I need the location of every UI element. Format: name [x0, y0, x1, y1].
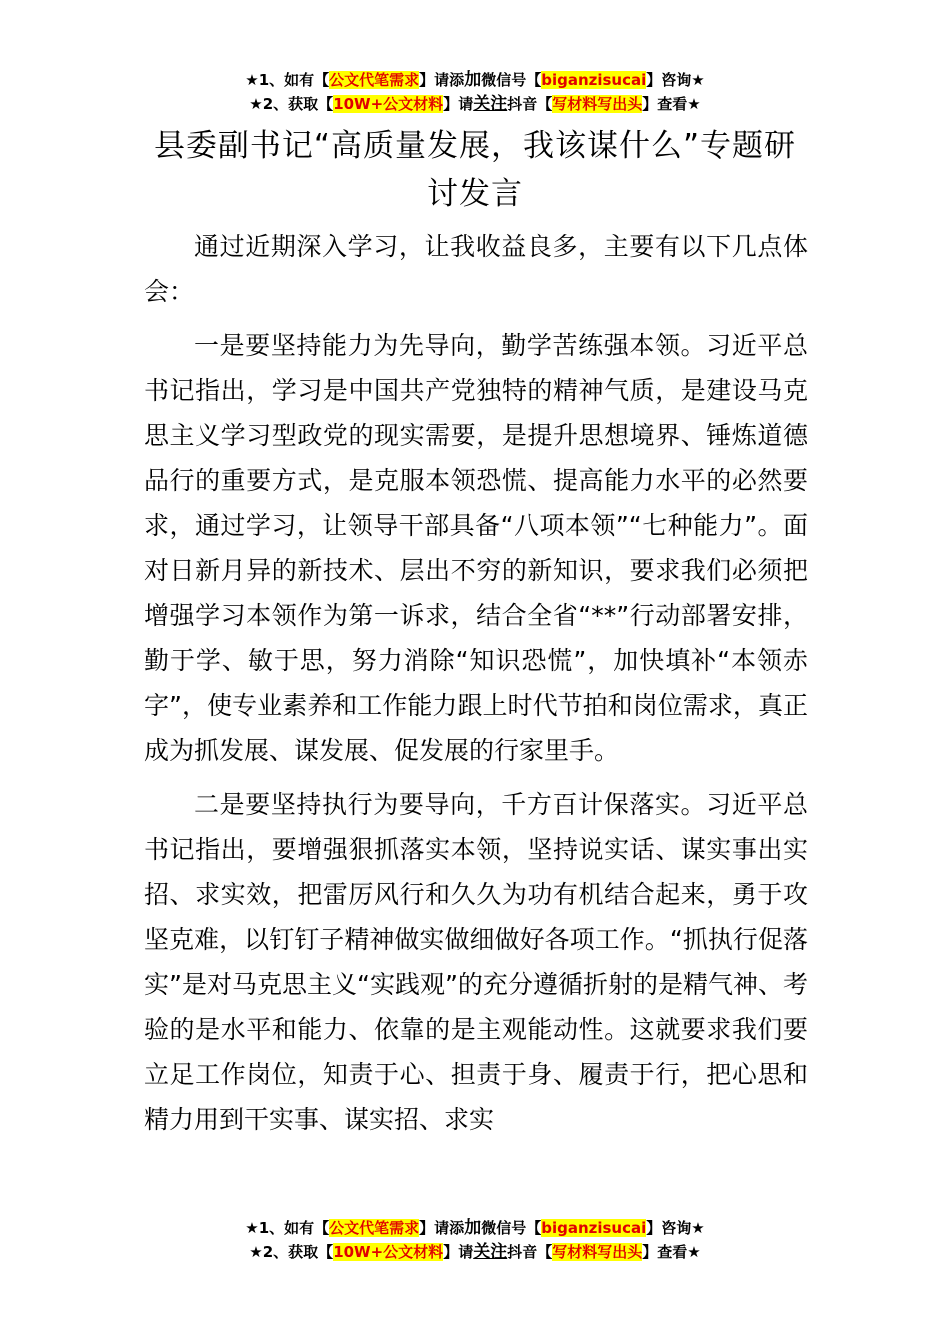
document-body: [144, 224, 808, 1151]
promo-line-2: [0, 1240, 950, 1264]
promo-emphasis: 关注: [473, 94, 508, 114]
promo-text: 】查看★: [642, 95, 701, 113]
promo-text: 】请添: [419, 71, 465, 89]
promo-emphasis: 关注: [473, 1242, 508, 1262]
promo-text: 微信号【: [481, 71, 542, 89]
promo-emphasis: 加: [464, 70, 482, 90]
promo-text: 】咨询★: [646, 1219, 705, 1237]
promo-highlight-wechat-id: biganzisucai: [541, 71, 647, 89]
promo-line-1: [0, 1216, 950, 1240]
paragraph-intro: 通过近期深入学习，让我收益良多，主要有以下几点体会：: [144, 232, 808, 306]
promo-emphasis: 加: [464, 1218, 482, 1238]
promo-text: 】请: [443, 95, 474, 113]
promo-highlight-materials: 10W+公文材料: [333, 1243, 444, 1261]
promo-text: 抖音【: [507, 1243, 553, 1261]
promo-text: 】查看★: [642, 1243, 701, 1261]
promo-text: ★2、获取【: [249, 1243, 334, 1261]
promo-text: ★1、如有【: [245, 71, 330, 89]
promo-highlight-wechat-id: biganzisucai: [541, 1219, 647, 1237]
document-title: 县委副书记“高质量发展，我该谋什么”专题研讨发言: [153, 128, 797, 212]
paragraph-point-two: 二是要坚持执行为要导向，千方百计保落实。习近平总书记指出，要增强狠抓落实本领，坚持说实话、谋实事出实招、求实效，把雷厉风行和久久为功有机结合起来，勇于攻坚克难，以钉钉子精神做实做细做好各项工作。“抓执行促落实”是对马克思主义“实践观”的充分遵循折射的是精气神、考验的是水平和能力、依靠的是主观能动性。这就要求我们要立足工作岗位，知责于心、担责于身、履责于行，把心思和精力用到干实事、谋实招、求实: [144, 790, 808, 1134]
promo-highlight-materials: 10W+公文材料: [333, 95, 444, 113]
promo-highlight-douyin: 写材料写出头: [552, 1243, 643, 1261]
promo-line-1: [0, 68, 950, 92]
promo-text: 微信号【: [481, 1219, 542, 1237]
promo-line-2: [0, 92, 950, 116]
promo-text: 】请: [443, 1243, 474, 1261]
promo-text: ★1、如有【: [245, 1219, 330, 1237]
promo-highlight-service: 公文代笔需求: [329, 1219, 420, 1237]
promo-banner-bottom: [0, 1216, 950, 1264]
promo-text: 】咨询★: [646, 71, 705, 89]
promo-highlight-douyin: 写材料写出头: [552, 95, 643, 113]
promo-text: 抖音【: [507, 95, 553, 113]
promo-text: 】请添: [419, 1219, 465, 1237]
promo-text: ★2、获取【: [249, 95, 334, 113]
promo-highlight-service: 公文代笔需求: [329, 71, 420, 89]
paragraph-point-one: 一是要坚持能力为先导向，勤学苦练强本领。习近平总书记指出，学习是中国共产党独特的精神气质，是建设马克思主义学习型政党的现实需要，是提升思想境界、锤炼道德品行的重要方式，是克服本领恐慌、提高能力水平的必然要求，通过学习，让领导干部具备“八项本领”“七种能力”。面对日新月异的新技术、层出不穷的新知识，要求我们必须把增强学习本领作为第一诉求，结合全省“**”行动部署安排，勤于学、敏于思，努力消除“知识恐慌”，加快填补“本领赤字”，使专业素养和工作能力跟上时代节拍和岗位需求，真正成为抓发展、谋发展、促发展的行家里手。: [144, 331, 808, 765]
promo-banner-top: [0, 68, 950, 116]
